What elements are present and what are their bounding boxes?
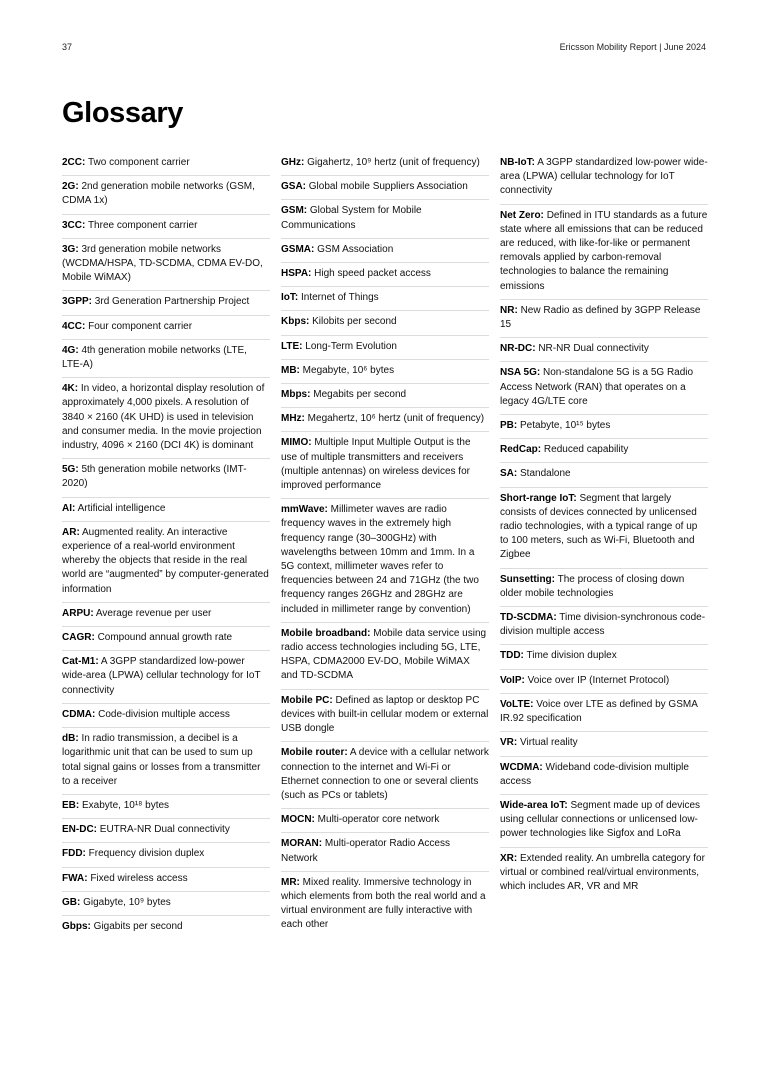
glossary-term: ARPU: [62, 607, 94, 619]
glossary-definition: Megabyte, 10⁶ bytes [302, 364, 395, 376]
glossary-definition: Time division duplex [526, 650, 617, 662]
glossary-entry [62, 843, 270, 867]
glossary-entry [500, 732, 708, 756]
page-number: 37 [62, 42, 73, 52]
glossary-term: PB: [500, 420, 518, 432]
glossary-definition: Compound annual growth rate [97, 632, 233, 644]
glossary-definition: A 3GPP standardized low-power wide-area (LPWA) cellular technology for IoT connectivity [500, 157, 708, 197]
glossary-term: TDD: [500, 650, 524, 662]
glossary-definition: 3rd Generation Partnership Project [94, 296, 250, 308]
glossary-entry [62, 627, 270, 651]
glossary-term: mmWave: [281, 504, 328, 516]
glossary-term: NB-IoT: [500, 157, 535, 168]
glossary-definition: Defined in ITU standards as a future state where all emissions that can be reduced are reduced, with like-for-like or permanent removals applied by carbon-removal technologies to balance the remaining emissions [500, 209, 708, 292]
glossary-column-2 [281, 152, 489, 938]
glossary-term: NR-DC: [500, 343, 536, 355]
glossary-term: FWA: [62, 872, 88, 884]
glossary-definition: Two component carrier [87, 157, 190, 168]
glossary-definition: Global mobile Suppliers Association [308, 181, 468, 193]
glossary-entry [281, 872, 489, 938]
glossary-term: GSA: [281, 181, 306, 193]
glossary-entry [62, 651, 270, 704]
glossary-definition: Multi-operator core network [317, 814, 440, 826]
glossary-term: GB: [62, 896, 81, 908]
glossary-definition: 2nd generation mobile networks (GSM, CDMA 1x) [62, 181, 255, 207]
glossary-term: AI: [62, 502, 76, 514]
glossary-definition: Extended reality. An umbrella category for virtual or combined real/virtual environments, which includes AR, VR and MR [500, 852, 705, 892]
glossary-definition: NR-NR Dual connectivity [538, 343, 649, 355]
glossary-column-1 [62, 152, 270, 939]
glossary-entry [281, 499, 489, 623]
glossary-entry [62, 215, 270, 239]
glossary-entry [500, 795, 708, 848]
glossary-entry [281, 360, 489, 384]
glossary-definition: Long-Term Evolution [305, 340, 397, 352]
glossary-definition: EUTRA-NR Dual connectivity [99, 824, 230, 836]
glossary-entry [500, 488, 708, 569]
glossary-term: GSM: [281, 205, 308, 217]
glossary-entry [500, 152, 708, 205]
glossary-term: NR: [500, 304, 518, 316]
glossary-entry [62, 728, 270, 795]
glossary-definition: Time division-synchronous code-division multiple access [500, 612, 706, 638]
glossary-definition: Multi-operator Radio Access Network [281, 838, 450, 864]
glossary-definition: Non-standalone 5G is a 5G Radio Access Network (RAN) that operates on a legacy 4G/LTE core [500, 367, 694, 407]
glossary-entry [281, 239, 489, 263]
glossary-term: Kbps: [281, 316, 310, 328]
glossary-definition: Mixed reality. Immersive technology in which elements from both the real world and a virtual environment are fully interactive with each other [281, 876, 486, 931]
glossary-term: GHz: [281, 157, 305, 168]
glossary-term: 2G: [62, 181, 79, 193]
glossary-entry [500, 848, 708, 900]
glossary-term: EN-DC: [62, 824, 97, 836]
glossary-entry [500, 205, 708, 300]
glossary-term: AR: [62, 526, 80, 538]
glossary-term: RedCap: [500, 444, 542, 456]
glossary-definition: Internet of Things [301, 292, 379, 304]
glossary-term: SA: [500, 468, 518, 480]
glossary-term: Mobile PC: [281, 694, 333, 706]
glossary-definition: Voice over LTE as defined by GSMA IR.92 specification [500, 698, 698, 725]
glossary-entry [500, 338, 708, 362]
glossary-definition: Wideband code-division multiple access [500, 761, 689, 787]
glossary-term: FDD: [62, 848, 86, 860]
glossary-term: 5G: [62, 464, 79, 476]
glossary-entry [281, 336, 489, 360]
glossary-entry [281, 176, 489, 200]
glossary-term: CAGR: [62, 632, 95, 644]
glossary-definition: Segment that largely consists of devices connected by unlicensed radio technologies, with a typical range of up to 100 meters, such as Wi-Fi, Bluetooth and Zigbee [500, 492, 698, 561]
glossary-entry [281, 287, 489, 311]
glossary-term: TD-SCDMA: [500, 612, 557, 624]
glossary-entry [500, 362, 708, 415]
glossary-definition: Mobile data service using radio access technologies including 5G, LTE, HSPA, CDMA2000 EV-DO, Mobile WiMAX and TD-SCDMA [281, 627, 487, 682]
glossary-entry [500, 463, 708, 487]
glossary-definition: Global System for Mobile Communications [281, 205, 422, 231]
glossary-term: 2CC: [62, 157, 86, 168]
glossary-entry [500, 645, 708, 669]
glossary-entry [500, 300, 708, 338]
glossary-entry [281, 833, 489, 871]
glossary-entry [62, 603, 270, 627]
glossary-definition: Code-division multiple access [98, 708, 230, 720]
glossary-term: WCDMA: [500, 761, 543, 773]
glossary-definition: Exabyte, 10¹⁸ bytes [82, 799, 170, 811]
glossary-entry [62, 378, 270, 459]
glossary-entry [500, 670, 708, 694]
glossary-term: MR: [281, 876, 300, 888]
glossary-term: 3G: [62, 243, 79, 255]
glossary-entry [62, 704, 270, 728]
glossary-entry [281, 432, 489, 499]
glossary-entry [281, 408, 489, 432]
glossary-term: Mobile router: [281, 747, 348, 759]
glossary-definition: Three component carrier [87, 219, 198, 231]
glossary-entry [62, 819, 270, 843]
glossary-definition: Reduced capability [543, 444, 629, 456]
glossary-definition: Voice over IP (Internet Protocol) [527, 674, 670, 686]
glossary-term: EB: [62, 799, 80, 811]
glossary-definition: High speed packet access [314, 268, 431, 280]
glossary-term: Mobile broadband: [281, 627, 371, 639]
glossary-definition: Frequency division duplex [88, 848, 205, 860]
glossary-definition: Artificial intelligence [77, 502, 166, 514]
glossary-entry [62, 176, 270, 214]
glossary-definition: The process of closing down older mobile technologies [500, 573, 685, 599]
glossary-term: MB: [281, 364, 300, 376]
glossary-definition: New Radio as defined by 3GPP Release 15 [500, 304, 701, 331]
glossary-term: MIMO: [281, 437, 312, 449]
glossary-term: Mbps: [281, 389, 311, 401]
glossary-term: XR: [500, 852, 518, 864]
glossary-entry [500, 415, 708, 439]
glossary-entry [62, 340, 270, 378]
glossary-term: 4G: [62, 344, 79, 356]
glossary-entry [62, 795, 270, 819]
glossary-definition: Gigahertz, 10⁹ hertz (unit of frequency) [307, 157, 480, 168]
glossary-definition: A 3GPP standardized low-power wide-area (LPWA) cellular technology for IoT connectivity [62, 656, 261, 696]
glossary-term: Gbps: [62, 920, 91, 932]
glossary-term: Net Zero: [500, 209, 544, 221]
glossary-definition: Standalone [520, 468, 571, 480]
glossary-entry [62, 892, 270, 916]
glossary-entry [281, 152, 489, 176]
glossary-term: VoIP: [500, 674, 525, 686]
glossary-entry [62, 152, 270, 176]
glossary-term: LTE: [281, 340, 303, 352]
glossary-entry [281, 384, 489, 408]
glossary-term: 3CC: [62, 219, 86, 231]
glossary-definition: Defined as laptop or desktop PC devices with built-in cellular modem or external USB dongle [281, 694, 489, 735]
glossary-entry [500, 607, 708, 645]
glossary-term: MHz: [281, 413, 305, 425]
glossary-term: Short-range IoT: [500, 492, 577, 504]
glossary-column-3 [500, 152, 708, 899]
glossary-definition: Millimeter waves are radio frequency waves in the extremely high frequency range (30–300GHz) with wavelengths between 10mm and 1mm. In a 5G context, millimeter waves refer to frequencies between 24 and 71GHz (the two frequency ranges 26GHz and 28GHz are included in millimeter range by convention) [281, 504, 479, 615]
glossary-definition: Petabyte, 10¹⁵ bytes [520, 420, 611, 432]
glossary-term: VR: [500, 737, 518, 749]
running-header: Ericsson Mobility Report | June 2024 [559, 42, 706, 52]
glossary-entry [62, 316, 270, 340]
glossary-entry [62, 498, 270, 522]
page-title: Glossary [62, 97, 183, 130]
glossary-definition: Multiple Input Multiple Output is the use of multiple transmitters and receivers (multiple antennas) on wireless devices for improved performance [281, 437, 471, 492]
glossary-entry [62, 239, 270, 292]
glossary-entry [281, 742, 489, 809]
glossary-entry [281, 809, 489, 833]
glossary-definition: 3rd generation mobile networks (WCDMA/HSPA, TD-SCDMA, CDMA EV-DO, Mobile WiMAX) [62, 243, 263, 284]
glossary-term: HSPA: [281, 268, 312, 280]
glossary-entry [62, 868, 270, 892]
glossary-definition: Gigabits per second [93, 920, 183, 932]
glossary-definition: 4th generation mobile networks (LTE, LTE-A) [62, 344, 247, 371]
glossary-term: NSA 5G: [500, 367, 541, 379]
glossary-definition: In video, a horizontal display resolution of approximately 4,000 pixels. A resolution of 3840 × 2160 (4K UHD) is used in television and consumer media. In the movie projection industry, 4096 × 2160 (DCI 4K) is dominant [62, 383, 265, 452]
glossary-definition: Virtual reality [520, 737, 578, 749]
glossary-entry [62, 522, 270, 603]
glossary-term: GSMA: [281, 243, 315, 255]
glossary-definition: Megabits per second [313, 389, 407, 401]
glossary-term: MORAN: [281, 838, 323, 850]
glossary-entry [62, 291, 270, 315]
glossary-definition: GSM Association [317, 243, 394, 255]
glossary-term: 4K: [62, 383, 79, 395]
glossary-entry [500, 757, 708, 795]
glossary-definition: A device with a cellular network connection to the internet and Wi-Fi or Ethernet connection to one or several clients (such as PCs or tablets) [281, 747, 489, 801]
glossary-entry [281, 200, 489, 238]
glossary-definition: Segment made up of devices using cellular connections or unlicensed low-power technologies like Sigfox and LoRa [500, 799, 701, 840]
glossary-term: 4CC: [62, 320, 86, 332]
glossary-definition: Augmented reality. An interactive experience of a real-world environment whereby the objects that reside in the real world are “augmented” by computer-generated information [62, 526, 269, 595]
glossary-entry [500, 694, 708, 732]
glossary-definition: 5th generation mobile networks (IMT-2020) [62, 464, 247, 490]
glossary-term: VoLTE: [500, 698, 534, 710]
glossary-entry [62, 916, 270, 939]
glossary-entry [500, 439, 708, 463]
glossary-entry [281, 263, 489, 287]
glossary-entry [281, 690, 489, 743]
glossary-entry [281, 311, 489, 335]
glossary-definition: Average revenue per user [95, 607, 212, 619]
glossary-entry [281, 623, 489, 690]
glossary-term: IoT: [281, 292, 299, 304]
glossary-entry [500, 569, 708, 607]
glossary-entry [62, 459, 270, 497]
glossary-term: Wide-area IoT: [500, 799, 568, 811]
glossary-definition: Megahertz, 10⁶ hertz (unit of frequency) [307, 413, 485, 425]
glossary-term: dB: [62, 733, 79, 745]
glossary-definition: Four component carrier [88, 320, 193, 332]
glossary-term: MOCN: [281, 814, 315, 826]
glossary-definition: Fixed wireless access [90, 872, 188, 884]
glossary-term: Cat-M1: [62, 656, 99, 668]
glossary-definition: Kilobits per second [312, 316, 397, 328]
glossary-term: 3GPP: [62, 296, 93, 308]
glossary-term: Sunsetting: [500, 573, 555, 585]
glossary-term: CDMA: [62, 708, 96, 720]
glossary-definition: In radio transmission, a decibel is a logarithmic unit that can be used to sum up total signal gains or losses from a transmitter to a receiver [62, 733, 261, 787]
glossary-definition: Gigabyte, 10⁹ bytes [83, 896, 171, 908]
